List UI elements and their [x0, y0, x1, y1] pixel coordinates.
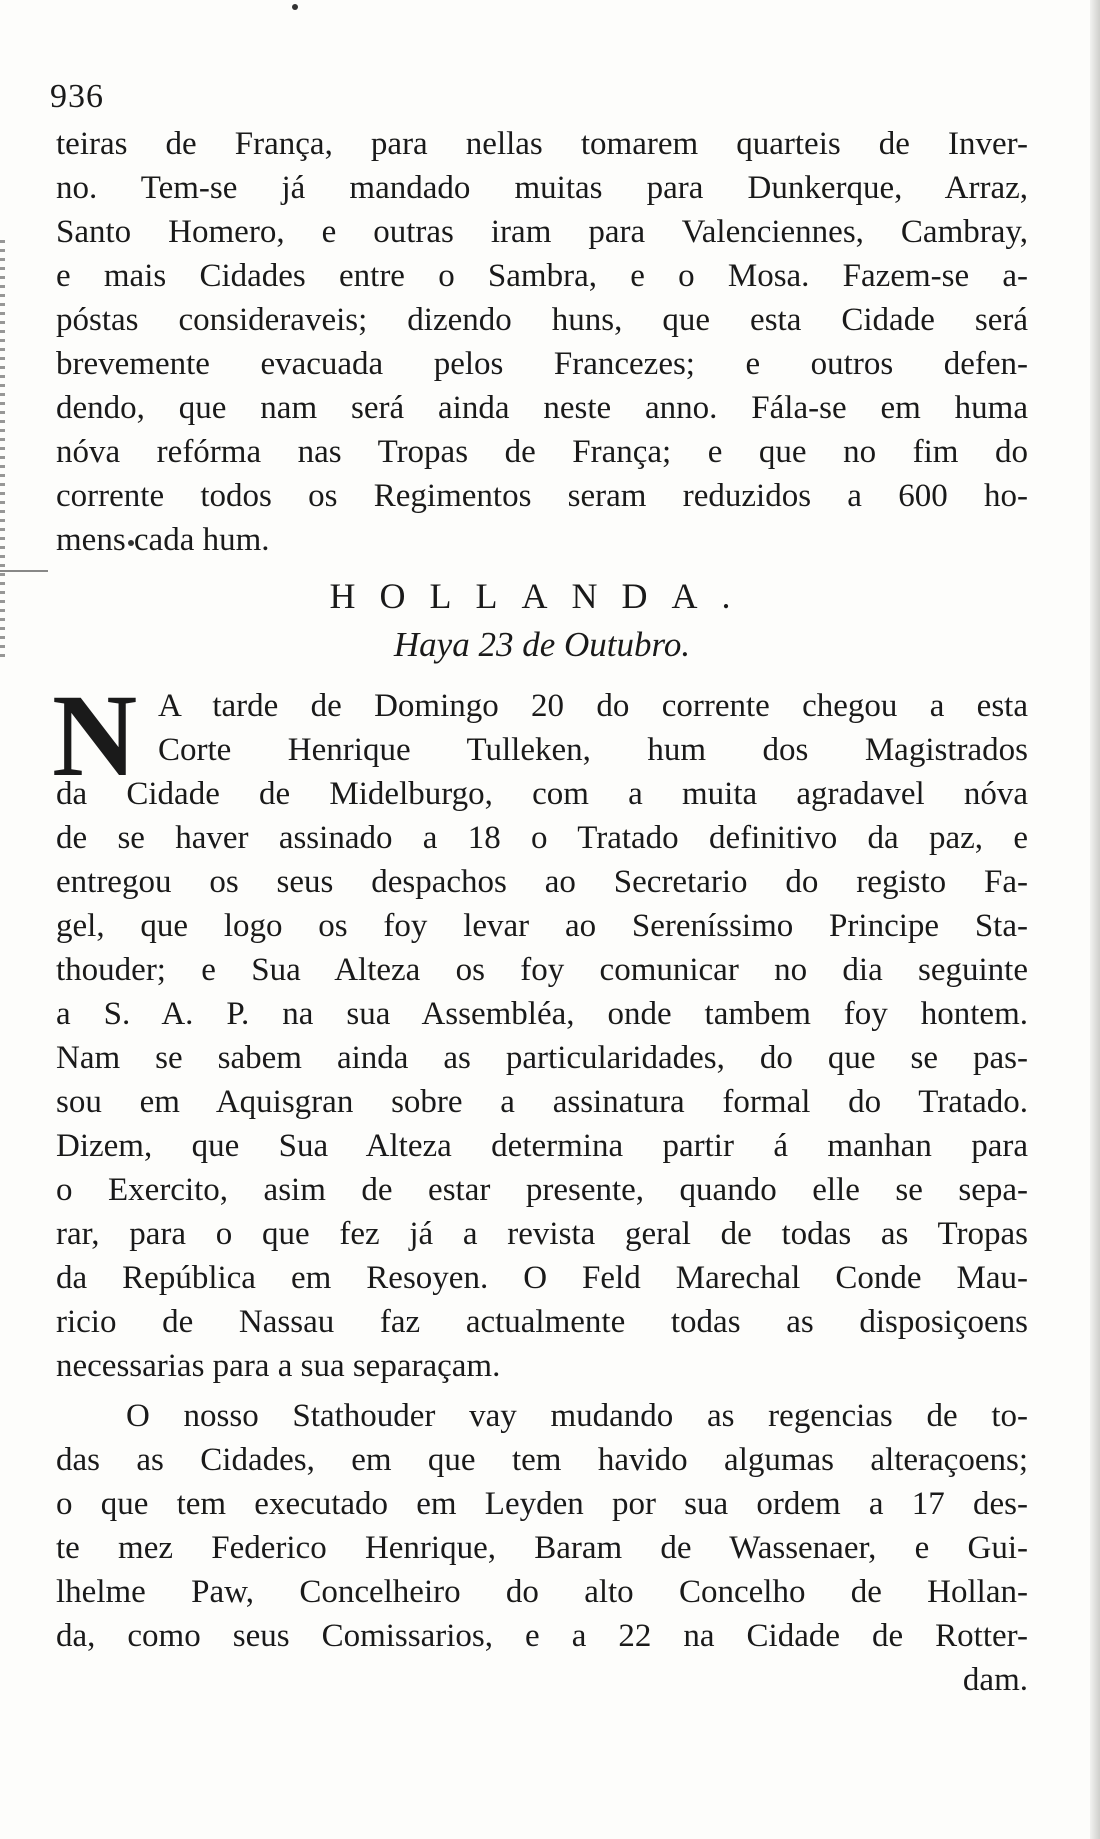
text-line: da Cidade de Midelburgo, com a muita agradavel nóva	[56, 776, 1028, 812]
text-line: rar, para o que fez já a revista geral de todas as Tropas	[56, 1216, 1028, 1252]
text-line: o Exercito, asim de estar presente, quando elle se sepa-	[56, 1172, 1028, 1208]
text-line: teiras de França, para nellas tomarem quarteis de Inver-	[56, 126, 1028, 162]
paragraph-2	[56, 1394, 1028, 1702]
margin-mark	[0, 570, 48, 572]
article-text	[52, 122, 1028, 1702]
text-line: te mez Federico Henrique, Baram de Wassenaer, e Gui-	[56, 1530, 1028, 1566]
text-line: brevemente evacuada pelos Francezes; e outros defen-	[56, 346, 1028, 382]
text-line: póstas consideraveis; dizendo huns, que esta Cidade será	[56, 302, 1028, 338]
paragraph-1	[52, 670, 1028, 1388]
text-line: sou em Aquisgran sobre a assinatura formal do Tratado.	[56, 1084, 1028, 1120]
text-line: entregou os seus despachos ao Secretario do registo Fa-	[56, 864, 1028, 900]
text-line: da República em Resoyen. O Feld Marechal Conde Mau-	[56, 1260, 1028, 1296]
text-line: thouder; e Sua Alteza os foy comunicar no dia seguinte	[56, 952, 1028, 988]
text-line: mens cada hum.	[56, 522, 270, 558]
text-line: ricio de Nassau faz actualmente todas as disposiçoens	[56, 1304, 1028, 1340]
text-line: o que tem executado em Leyden por sua ordem a 17 des-	[56, 1486, 1028, 1522]
intro-paragraph	[56, 122, 1028, 562]
binding-edge	[0, 240, 5, 660]
text-line: e mais Cidades entre o Sambra, e o Mosa. Fazem-se a-	[56, 258, 1028, 294]
text-line: lhelme Paw, Concelheiro do alto Concelho de Hollan-	[56, 1574, 1028, 1610]
section-heading: HOLLANDA.	[329, 576, 755, 616]
text-line: Santo Homero, e outras iram para Valenciennes, Cambray,	[56, 214, 1028, 250]
text-line: dam.	[962, 1662, 1028, 1698]
text-line: nóva refórma nas Tropas de França; e que no fim do	[56, 434, 1028, 470]
text-line: necessarias para a sua separaçam.	[56, 1348, 501, 1384]
text-line: Dizem, que Sua Alteza determina partir á manhan para	[56, 1128, 1028, 1164]
page-number: 936	[50, 78, 104, 115]
text-line: Nam se sabem ainda as particularidades, do que se pas-	[56, 1040, 1028, 1076]
text-line: de se haver assinado a 18 o Tratado definitivo da paz, e	[56, 820, 1028, 856]
text-line: das as Cidades, em que tem havido algumas alteraçoens;	[56, 1442, 1028, 1478]
text-line: dendo, que nam será ainda neste anno. Fála-se em huma	[56, 390, 1028, 426]
text-line: Corte Henrique Tulleken, hum dos Magistrados	[158, 732, 1028, 768]
section-dateline: Haya 23 de Outubro.	[393, 625, 691, 664]
page-edge-shadow	[1090, 0, 1100, 1839]
text-line: gel, que logo os foy levar ao Sereníssimo Principe Sta-	[56, 908, 1028, 944]
ink-speck	[292, 4, 298, 10]
text-line: O nosso Stathouder vay mudando as regencias de to-	[126, 1398, 1028, 1434]
text-line: corrente todos os Regimentos seram reduzidos a 600 ho-	[56, 478, 1028, 514]
text-line: no. Tem-se já mandado muitas para Dunkerque, Arraz,	[56, 170, 1028, 206]
text-line: a S. A. P. na sua Assembléa, onde tambem foy hontem.	[56, 996, 1028, 1032]
text-line: da, como seus Comissarios, e a 22 na Cidade de Rotter-	[56, 1618, 1028, 1654]
drop-cap: N	[52, 670, 138, 801]
text-line: A tarde de Domingo 20 do corrente chegou a esta	[158, 688, 1028, 724]
